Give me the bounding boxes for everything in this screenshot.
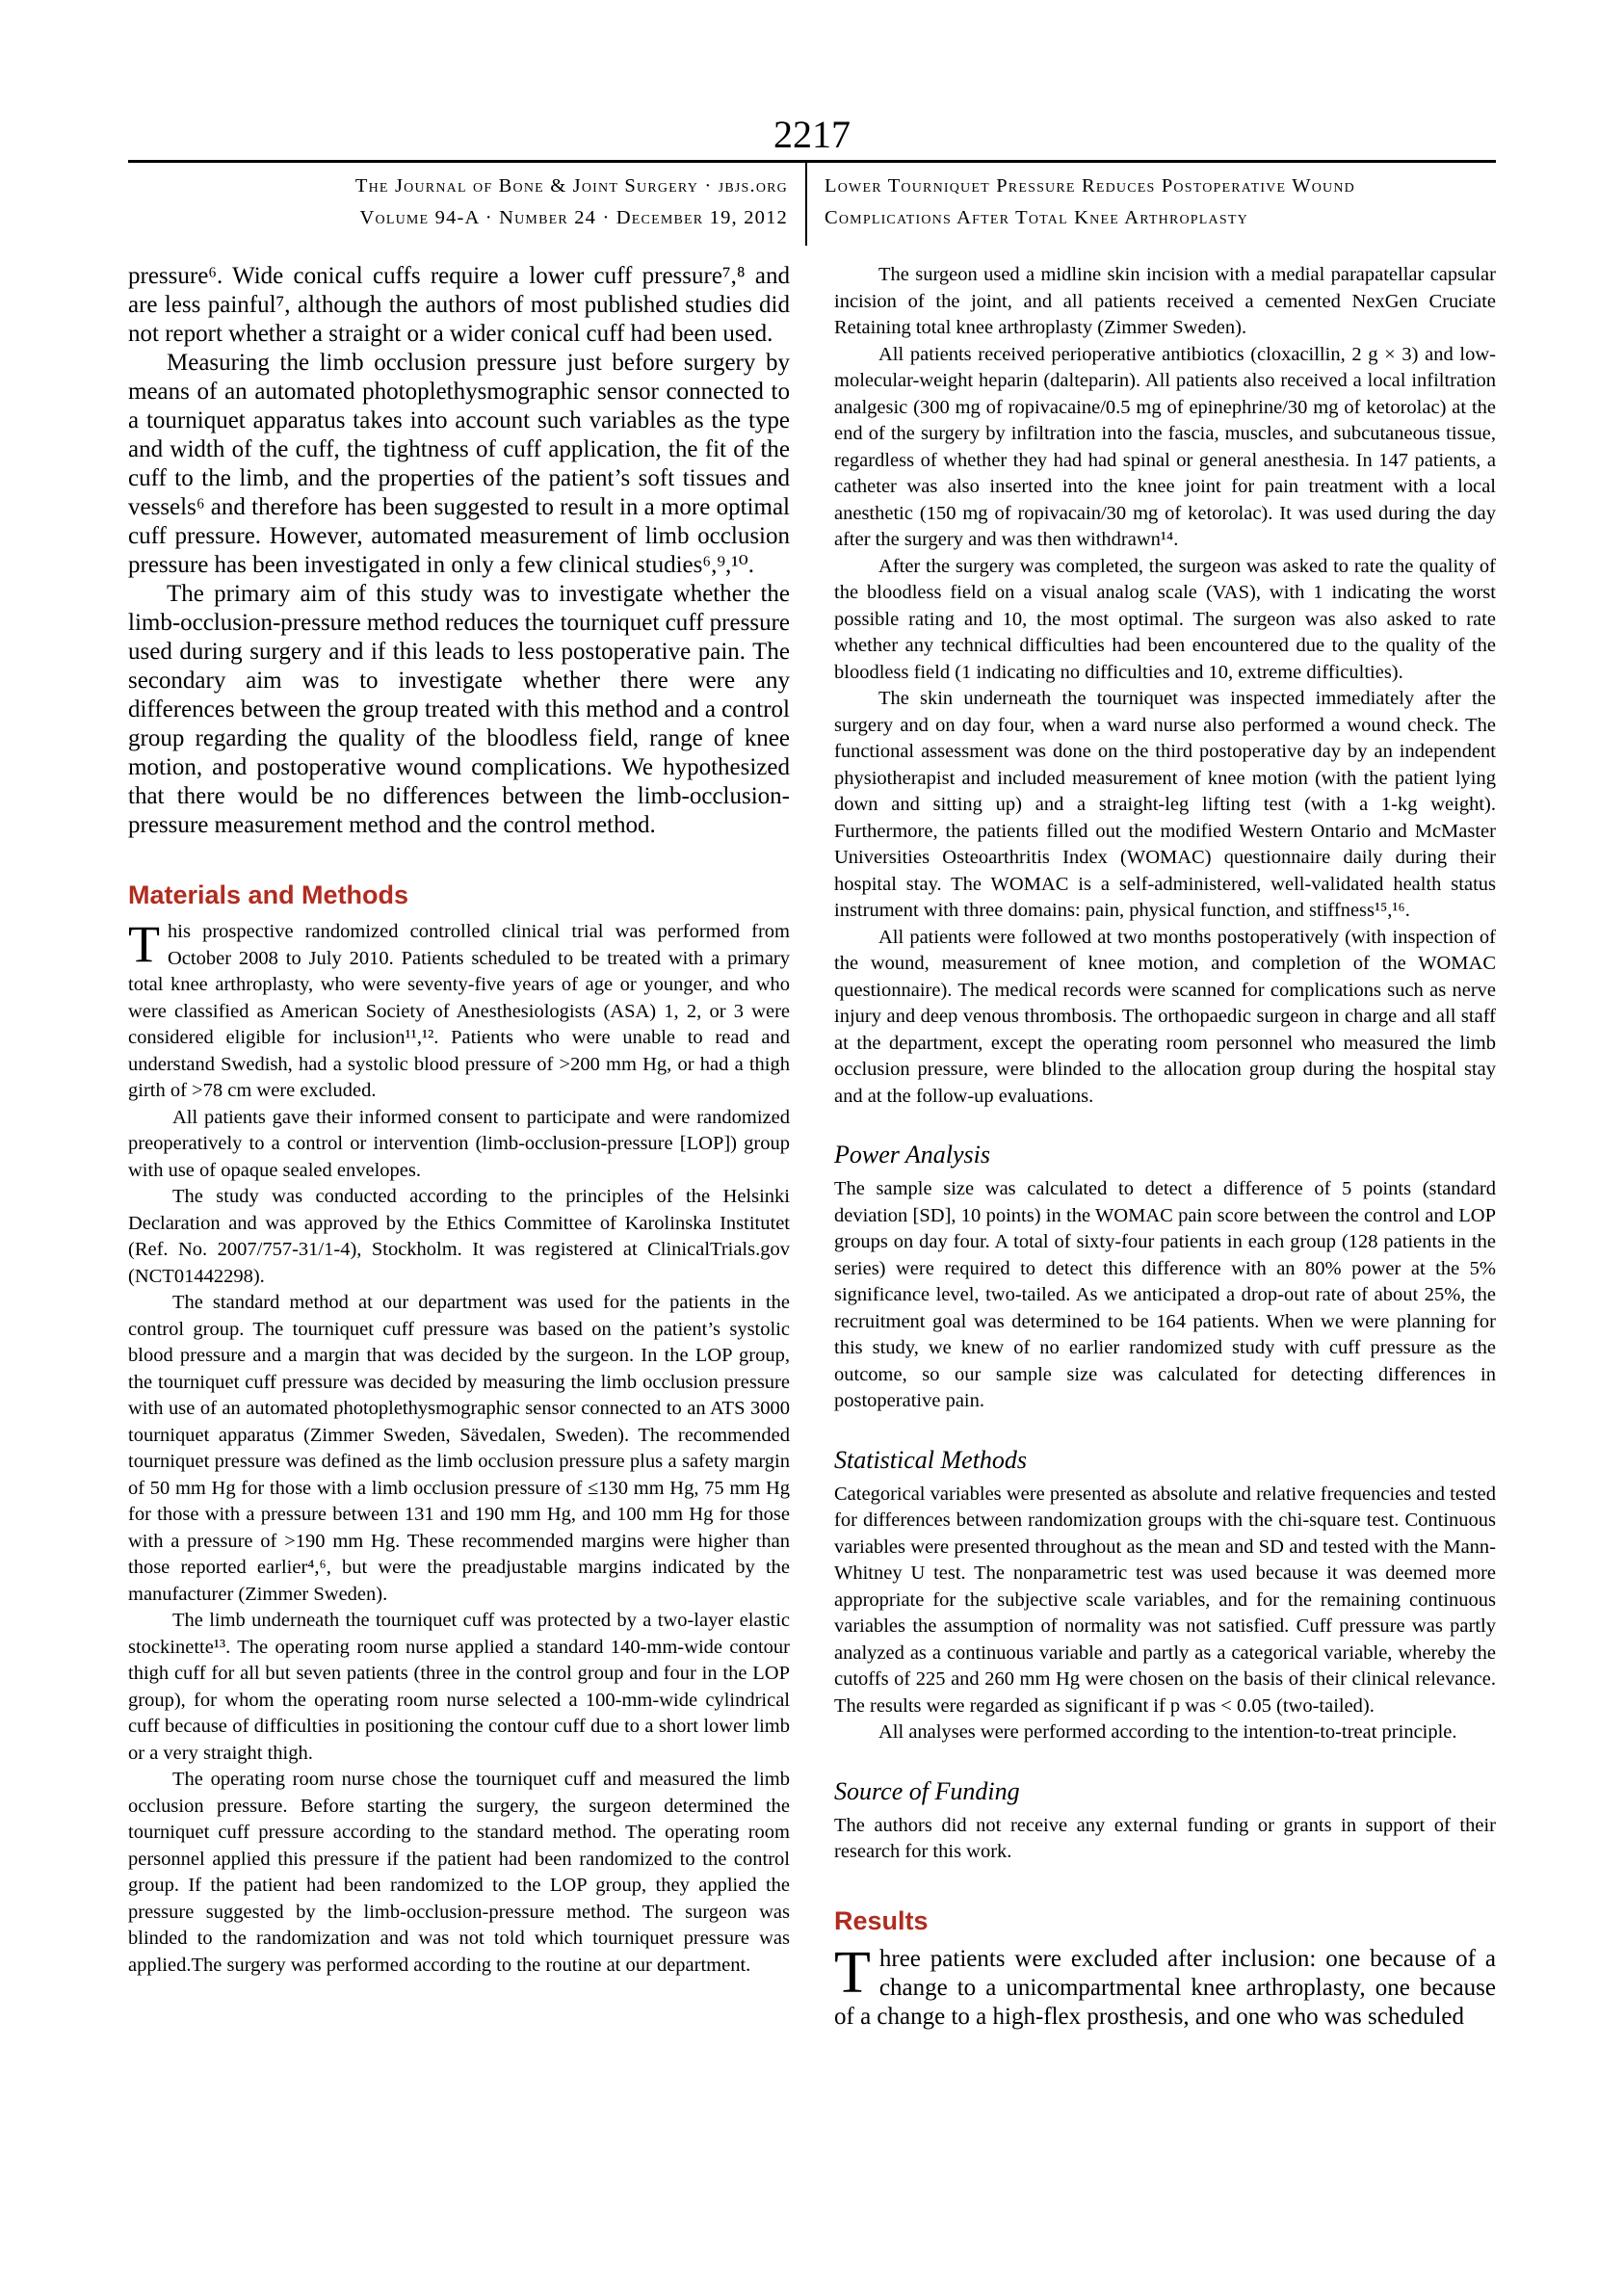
methods-paragraph: The operating room nurse chose the tourniquet cuff and measured the limb occlusion pressure. Before starting the surgery, the surgeon determined the tourniquet cuff pressure according to the standard method. The operating room personnel applied this pressure if the patient had been randomized to the control group. If the patient had been randomized to the LOP group, they applied the pressure suggested by the limb-occlusion-pressure method. The surgeon was blinded to the randomization and was not told which tourniquet pressure was applied.The surgery was performed according to the routine at our department. <box>128 1769 790 1976</box>
methods-paragraph: The limb underneath the tourniquet cuff was protected by a two-layer elastic stockinette¹³. The operating room nurse applied a standard 140-mm-wide contour thigh cuff for all but seven patients (three in the control group and four in the LOP group), for whom the operating room nurse selected a 100-mm-wide cylindrical cuff because of difficulties in positioning the contour cuff due to a short lower limb or a very straight thigh. <box>128 1610 790 1764</box>
journal-name: The Journal of Bone & Joint Surgery · jbjs.org <box>354 175 788 197</box>
intro-paragraph: Measuring the limb occlusion pressure just before surgery by means of an automated photoplethysmographic sensor connected to a tourniquet apparatus takes into account such variables as the type and width of the cuff, the tightness of cuff application, the fit of the cuff to the limb, and the properties of the patient’s soft tissues and vessels⁶ and therefore has been suggested to result in a more optimal cuff pressure. However, automated measurement of limb occlusion pressure has been investigated in only a few clinical studies⁶,⁹,¹⁰. <box>128 350 790 578</box>
methods-paragraph: The standard method at our department was used for the patients in the control group. The tourniquet cuff pressure was based on the patient’s systolic blood pressure and a margin that was decided by the surgeon. In the LOP group, the tourniquet cuff pressure was decided by measuring the limb occlusion pressure with use of an automated photoplethysmographic sensor connected to an ATS 3000 tourniquet apparatus (Zimmer Sweden, Sävedalen, Sweden). The recommended tourniquet pressure was defined as the limb occlusion pressure plus a safety margin of 50 mm Hg for those with a limb occlusion pressure of ≤130 mm Hg, 75 mm Hg for those with a pressure between 131 and 190 mm Hg, and 100 mm Hg for those with a pressure of >190 mm Hg. These recommended margins were higher than those reported earlier⁴,⁶, but were the preadjustable margins indicated by the manufacturer (Zimmer Sweden). <box>128 1292 790 1605</box>
statistical-methods-paragraph: All analyses were performed according to the intention-to-treat principle. <box>878 1721 1457 1743</box>
statistical-methods-heading: Statistical Methods <box>834 1445 1028 1474</box>
right-column <box>834 262 1496 2032</box>
paragraph-text: his prospective randomized controlled clinical trial was performed from October 2008 to July 2010. Patients scheduled to be treated with a primary total knee arthroplasty, who were seventy-five years of age or younger, and who were classified as American Society of Anesthesiologists (ASA) 1, 2, or 3 were considered eligible for inclusion¹¹,¹². Patients who were unable to read and understand Swedish, had a systolic blood pressure of >200 mm Hg, or had a thigh girth of >78 cm were excluded. <box>128 921 790 1101</box>
journal-info <box>128 163 807 246</box>
source-of-funding-heading: Source of Funding <box>834 1776 1020 1805</box>
statistical-methods-paragraph: Categorical variables were presented as absolute and relative frequencies and tested for differences between randomization groups with the chi-square test. Continuous variables were presented throughout as the mean and SD and tested with the Mann-Whitney U test. The nonparametric test was used because it was deemed more appropriate for the subjective scale variables, and for the remaining continuous variables the assumption of normality was not satisfied. Cuff pressure was partly analyzed as a continuous variable and partly as a categorical variable, whereby the cutoffs of 225 and 260 mm Hg were chosen on the basis of their clinical relevance. The results were regarded as significant if p was < 0.05 (two-tailed). <box>834 1483 1496 1717</box>
methods-paragraph: All patients gave their informed consent to participate and were randomized preoperatively to a control or intervention (limb-occlusion-pressure [LOP]) group with use of opaque sealed envelopes. <box>128 1106 790 1181</box>
methods-paragraph <box>128 915 790 1105</box>
methods-paragraph: After the surgery was completed, the surgeon was asked to rate the quality of the bloodless field on a visual analog scale (VAS), with 1 indicating the worst possible rating and 10, the most optimal. The surgeon was also asked to rate whether any technical difficulties had been encountered due to the quality of the bloodless field (1 indicating no difficulties and 10, extreme difficulties). <box>834 555 1496 683</box>
paragraph-text: hree patients were excluded after inclusion: one because of a change to a unicompartmental knee arthroplasty, one because of a change to a high-flex prosthesis, and one who was scheduled <box>834 1945 1496 2030</box>
source-of-funding-paragraph: The authors did not receive any external funding or grants in support of their research for this work. <box>834 1814 1496 1862</box>
methods-paragraph: The surgeon used a midline skin incision with a medial parapatellar capsular incision of the joint, and all patients received a cemented NexGen Cruciate Retaining total knee arthroplasty (Zimmer Sweden). <box>834 264 1496 338</box>
results-heading: Results <box>834 1905 929 1935</box>
power-analysis-heading: Power Analysis <box>834 1141 991 1168</box>
methods-paragraph: The skin underneath the tourniquet was inspected immediately after the surgery and on day four, when a ward nurse also performed a wound check. The functional assessment was done on the third postoperative day by an independent physiotherapist and included measurement of knee motion (with the patient lying down and sitting up) and a straight-leg lifting test (with a 1-kg weight). Furthermore, the patients filled out the modified Western Ontario and McMaster Universities Osteoarthritis Index (WOMAC) questionnaire daily during their hospital stay. The WOMAC is a self-administered, well-validated health status instrument with three domains: pain, physical function, and stiffness¹⁵,¹⁶. <box>834 688 1496 921</box>
article-body <box>128 262 1496 2032</box>
page-header <box>128 163 1496 246</box>
intro-paragraph: The primary aim of this study was to investigate whether the limb-occlusion-pressure method reduces the tourniquet cuff pressure used during surgery and if this leads to less postoperative pain. The secondary aim was to investigate whether there were any differences between the group treated with this method and a control group regarding the quality of the bloodless field, range of knee motion, and postoperative wound complications. We hypothesized that there would be no differences between the limb-occlusion-pressure measurement method and the control method. <box>128 581 790 838</box>
page-number: 2217 <box>773 113 851 156</box>
results-paragraph <box>834 1939 1496 2032</box>
journal-issue: Volume 94-A · Number 24 · December 19, 2012 <box>359 207 788 228</box>
left-column <box>128 262 790 2032</box>
materials-and-methods-heading: Materials and Methods <box>128 880 409 909</box>
running-title-line-2: Complications After Total Knee Arthroplasty <box>825 207 1248 228</box>
drop-cap: T <box>834 1939 871 2006</box>
intro-paragraph: pressure⁶. Wide conical cuffs require a lower cuff pressure⁷,⁸ and are less painful⁷, although the authors of most published studies did not report whether a straight or a wider conical cuff had been used. <box>128 263 790 347</box>
drop-cap: T <box>128 915 160 973</box>
power-analysis-paragraph: The sample size was calculated to detect a difference of 5 points (standard deviation [SD], 10 points) in the WOMAC pain score between the control and LOP groups on day four. A total of sixty-four patients in each group (128 patients in the series) were required to detect this difference with an 80% power at the 5% significance level, two-tailed. As we anticipated a drop-out rate of about 25%, the recruitment goal was determined to be 164 patients. When we were planning for this study, we knew of no earlier randomized study with cuff pressure as the outcome, so our sample size was calculated for detecting differences in postoperative pain. <box>834 1178 1496 1411</box>
running-title <box>807 163 1496 246</box>
methods-paragraph: All patients were followed at two months postoperatively (with inspection of the wound, measurement of knee motion, and completion of the WOMAC questionnaire). The medical records were scanned for complications such as nerve injury and deep venous thrombosis. The orthopaedic surgeon in charge and all staff at the department, except the operating room personnel who measured the limb occlusion pressure, were blinded to the allocation group during the hospital stay and at the follow-up evaluations. <box>834 926 1496 1107</box>
methods-paragraph: The study was conducted according to the principles of the Helsinki Declaration and was approved by the Ethics Committee of Karolinska Institutet (Ref. No. 2007/757-31/1-4), Stockholm. It was registered at ClinicalTrials.gov (NCT01442298). <box>128 1186 790 1287</box>
methods-paragraph: All patients received perioperative antibiotics (cloxacillin, 2 g × 3) and low-molecular-weight heparin (dalteparin). All patients also received a local infiltration analgesic (300 mg of ropivacaine/0.5 mg of epinephrine/30 mg of ketorolac) at the end of the surgery by infiltration into the fascia, muscles, and subcutaneous tissue, regardless of whether they had had spinal or general anesthesia. In 147 patients, a catheter was also inserted into the knee joint for pain treatment with a local anesthetic (150 mg of ropivacain/30 mg of ketorolac). It was used during the day after the surgery and was then withdrawn¹⁴. <box>834 343 1496 550</box>
running-title-line-1: Lower Tourniquet Pressure Reduces Postoperative Wound <box>825 175 1355 197</box>
